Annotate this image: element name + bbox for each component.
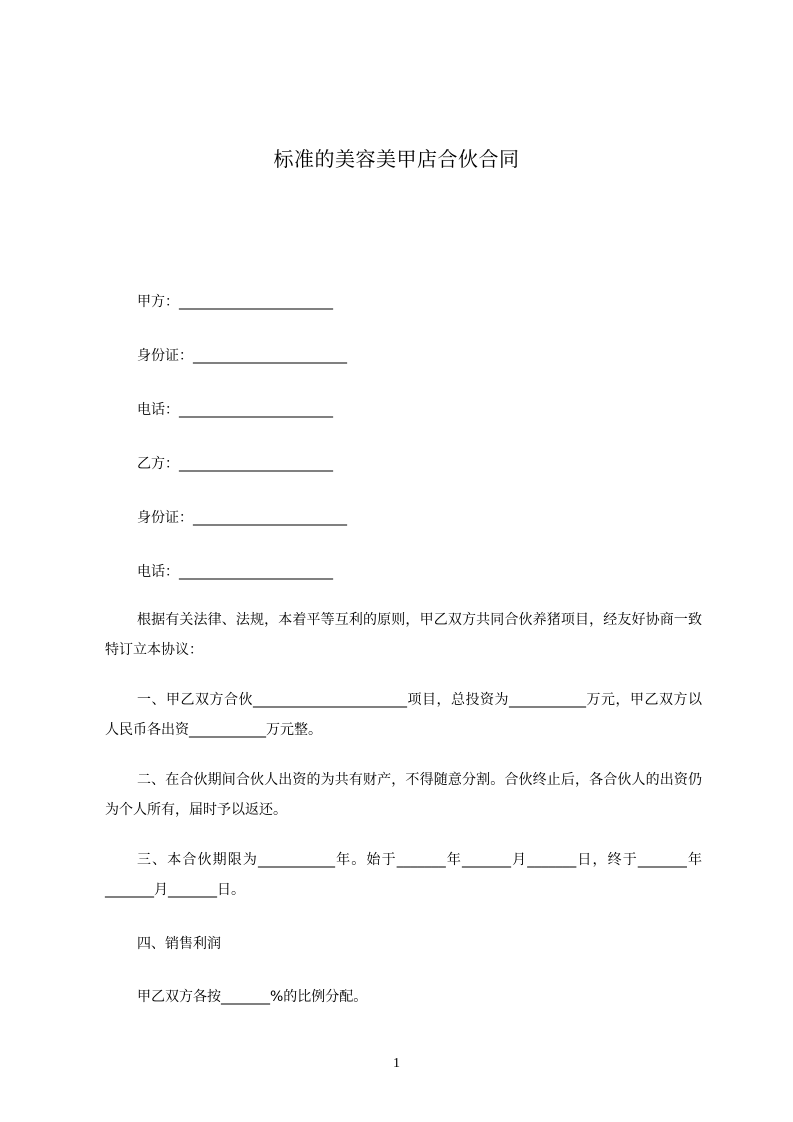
document-title: 标准的美容美甲店合伙合同 — [273, 147, 520, 171]
clause-2-paragraph: 二、在合伙期间合伙人出资的为共有财产，不得随意分割。合伙终止后，各合伙人的出资仍为个人所有，届时予以返还。 — [105, 772, 702, 818]
clause-4-text: 甲乙双方各按_______%的比例分配。 — [137, 989, 368, 1005]
clause-3-paragraph: 三、本合伙期限为___________年。始于_______年_______月_______日，终于_______年_______月_______日。 — [105, 852, 702, 898]
party-b-phone-field: 电话：______________________ — [137, 564, 333, 580]
party-a-id-field: 身份证：______________________ — [137, 348, 347, 364]
intro-paragraph: 根据有关法律、法规，本着平等互利的原则，甲乙双方共同合伙养猪项目，经友好协商一致特订立本协议： — [105, 612, 702, 658]
page-number: 1 — [393, 1056, 400, 1071]
clause-4-heading: 四、销售利润 — [137, 936, 221, 952]
party-a-phone-field: 电话：______________________ — [137, 402, 333, 418]
party-b-id-field: 身份证：______________________ — [137, 510, 347, 526]
clause-1-paragraph: 一、甲乙双方合伙______________________项目，总投资为___________万元，甲乙双方以人民币各出资___________万元整。 — [105, 692, 702, 738]
party-b-name-field: 乙方：______________________ — [137, 456, 333, 472]
party-a-name-field: 甲方：______________________ — [137, 294, 333, 310]
